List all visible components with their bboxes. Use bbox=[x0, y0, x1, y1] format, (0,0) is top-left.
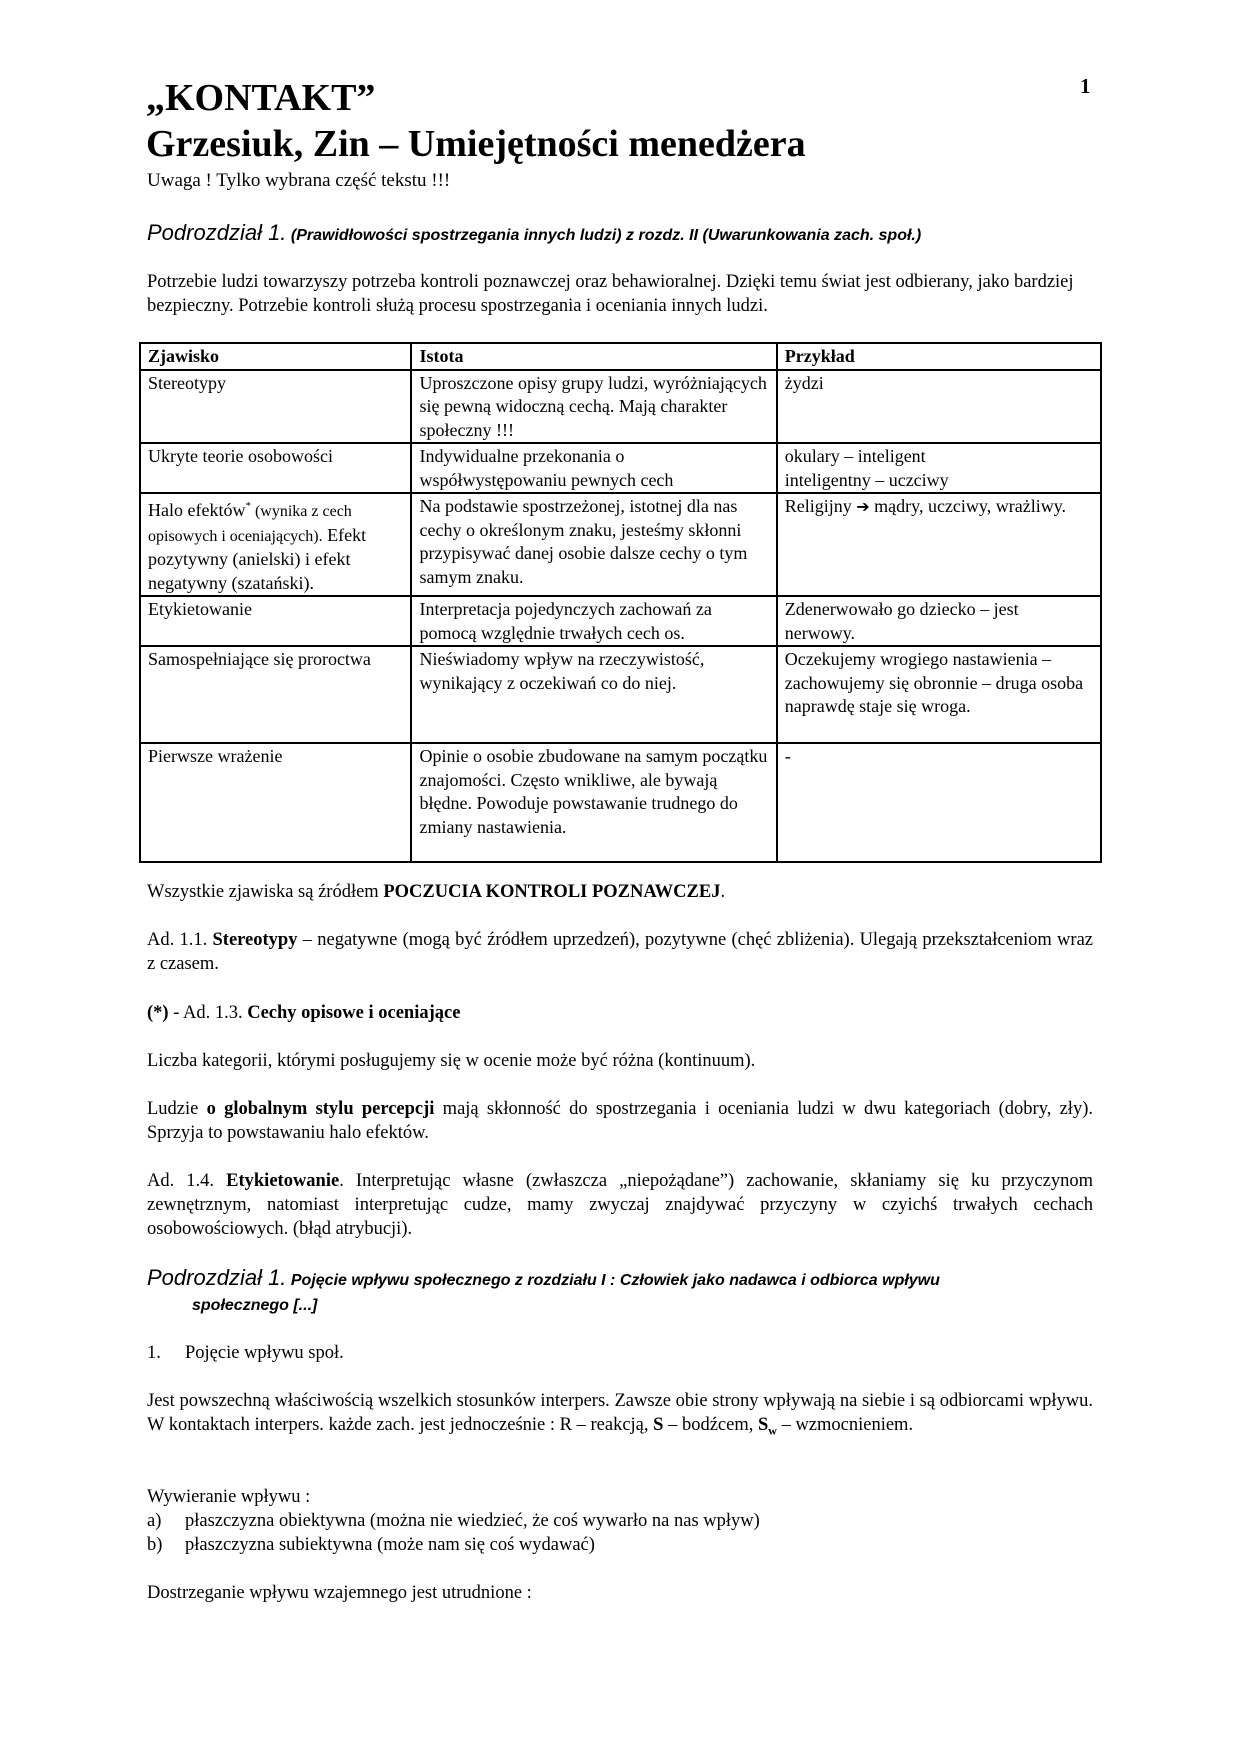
bold-run: Cechy opisowe i oceniające bbox=[247, 1003, 461, 1023]
table-row bbox=[140, 743, 1101, 862]
section-2-subtitle-cont: społecznego [...] bbox=[192, 1297, 318, 1314]
cell-phenomenon: Ukryte teorie osobowości bbox=[140, 443, 411, 493]
text-run: – negatywne (mogą być źródłem uprzedzeń), pozytywne (chęć zbliżenia). Ulegają przekształceniom wraz z czasem. bbox=[147, 930, 1093, 974]
list-text: Pojęcie wpływu społ. bbox=[185, 1343, 344, 1363]
cell-example: Zdenerwowało go dziecko – jest nerwowy. bbox=[777, 596, 1101, 646]
text-run: – bodźcem, bbox=[663, 1415, 758, 1435]
paragraph-all-phenomena bbox=[147, 880, 1093, 904]
bold-run: POCZUCIA KONTROLI POZNAWCZEJ bbox=[383, 882, 721, 902]
text-run: . Interpretując własne (zwłaszcza „niepożądane”) zachowanie, skłaniamy się ku przyczynom zewnętrznym, natomiast interpretując cudze, mamy zwyczaj znajdywać przyczyny w czyichś trwałych cechach osobowościowych. (błąd atrybucji). bbox=[147, 1171, 1093, 1239]
list-number: 1. bbox=[147, 1343, 161, 1363]
paragraph-last: Dostrzeganie wpływu wzajemnego jest utrudnione : bbox=[147, 1583, 532, 1603]
list-text: płaszczyzna subiektywna (może nam się coś wydawać) bbox=[185, 1535, 595, 1555]
title-line-2: Grzesiuk, Zin – Umiejętności menedżera bbox=[146, 123, 806, 165]
phenomena-table bbox=[139, 342, 1102, 863]
cell-phenomenon bbox=[140, 493, 411, 596]
paragraph-universal bbox=[147, 1389, 1093, 1443]
halo-note: (wynika z cech opisowych i oceniających). bbox=[148, 503, 352, 545]
list-text: płaszczyzna obiektywna (można nie wiedzieć, że coś wywarło na nas wpływ) bbox=[185, 1511, 760, 1531]
paragraph-global-style bbox=[147, 1097, 1093, 1145]
table-row bbox=[140, 443, 1101, 493]
table-row bbox=[140, 370, 1101, 444]
list-mark: a) bbox=[147, 1511, 162, 1531]
example-line: okulary – inteligent bbox=[784, 446, 926, 466]
bold-run: S bbox=[653, 1415, 664, 1435]
cell-essence: Indywidualne przekonania o współwystępowaniu pewnych cech bbox=[411, 443, 776, 493]
section-1-label: Podrozdział 1. bbox=[147, 220, 287, 245]
cell-example: Oczekujemy wrogiego nastawienia – zachowujemy się obronnie – druga osoba naprawdę staje się wroga. bbox=[777, 646, 1101, 743]
cell-example: - bbox=[777, 743, 1101, 862]
cell-phenomenon: Pierwsze wrażenie bbox=[140, 743, 411, 862]
list-item-a bbox=[147, 1509, 1093, 1533]
section-2-label: Podrozdział 1. bbox=[147, 1265, 287, 1290]
section-1-subtitle: (Prawidłowości spostrzegania innych ludzi) z rozdz. II (Uwarunkowania zach. społ.) bbox=[290, 227, 922, 244]
paragraph-categories: Liczba kategorii, którymi posługujemy się w ocenie może być różna (kontinuum). bbox=[147, 1051, 756, 1071]
note-text: Uwaga ! Tylko wybrana część tekstu !!! bbox=[147, 170, 451, 191]
page-number: 1 bbox=[1080, 74, 1091, 98]
section-2-subtitle: Pojęcie wpływu społecznego z rozdziału I : Człowiek jako nadawca i odbiorca wpływu bbox=[290, 1272, 940, 1289]
intro-paragraph: Potrzebie ludzi towarzyszy potrzeba kontroli poznawczej oraz behawioralnej. Dzięki temu świat jest odbierany, jako bardziej bezpieczny. Potrzebie kontroli służą procesu spostrzegania i oceniania innych ludzi. bbox=[147, 272, 1074, 316]
cell-essence: Na podstawie spostrzeżonej, istotnej dla nas cechy o określonym znaku, jesteśmy skłonni przypisywać danej osobie dalsze cechy o tym samym znaku. bbox=[411, 493, 776, 596]
halo-rest: Efekt pozytywny (anielski) i efekt negatywny (szatański). bbox=[148, 524, 367, 593]
cell-example bbox=[777, 493, 1101, 596]
cell-essence: Nieświadomy wpływ na rzeczywistość, wynikający z oczekiwań co do niej. bbox=[411, 646, 776, 743]
cell-essence: Uproszczone opisy grupy ludzi, wyróżniających się pewną widoczną cechą. Mają charakter społeczny !!! bbox=[411, 370, 776, 444]
text-run: Ad. 1.4. bbox=[147, 1171, 227, 1191]
paragraph-ad-1-1 bbox=[147, 928, 1093, 976]
cell-essence: Interpretacja pojedynczych zachowań za pomocą względnie trwałych cech os. bbox=[411, 596, 776, 646]
subscript: w bbox=[768, 1423, 777, 1438]
list-item-1 bbox=[147, 1341, 1093, 1365]
halo-label: Halo efektów bbox=[148, 500, 246, 520]
table-header-row bbox=[140, 343, 1101, 370]
text-run: mają skłonność do spostrzegania i oceniania ludzi w dwu kategoriach (dobry, zły). Sprzyja to powstawaniu halo efektów. bbox=[147, 1099, 1093, 1143]
cell-phenomenon: Samospełniające się proroctwa bbox=[140, 646, 411, 743]
bold-run: o globalnym stylu percepcji bbox=[206, 1099, 435, 1119]
arrow-icon: ➔ bbox=[856, 497, 870, 516]
text-run: Wszystkie zjawiska są źródłem bbox=[147, 882, 384, 902]
text-run: – wzmocnieniem. bbox=[776, 1415, 914, 1435]
example-b: mądry, uczciwy, wrażliwy. bbox=[869, 496, 1067, 516]
example-a: Religijny bbox=[784, 496, 852, 516]
table-row bbox=[140, 493, 1101, 596]
text-run: Ludzie bbox=[147, 1099, 207, 1119]
bold-run: Etykietowanie bbox=[226, 1171, 340, 1191]
text-run: Jest powszechną właściwością wszelkich stosunków interpers. Zawsze obie strony wpływają na siebie i są odbiorcami wpływu. W kontaktach interpers. każde zach. jest jednocześnie : R – reakcją, bbox=[147, 1391, 1093, 1435]
text-run: Ad. 1.1. bbox=[147, 930, 213, 950]
footnote-mark: * bbox=[245, 500, 251, 512]
section-1-heading bbox=[147, 220, 921, 246]
paragraph-ad-1-4 bbox=[147, 1169, 1093, 1241]
text-run: . bbox=[720, 882, 726, 902]
table-row bbox=[140, 646, 1101, 743]
bold-run: S bbox=[757, 1415, 769, 1435]
header-cell-phenomenon: Zjawisko bbox=[140, 343, 411, 370]
header-cell-essence: Istota bbox=[411, 343, 776, 370]
example-line: inteligentny – uczciwy bbox=[784, 469, 949, 490]
bold-run: (*) bbox=[147, 1003, 169, 1023]
list-mark: b) bbox=[147, 1535, 163, 1555]
paragraph-exerting: Wywieranie wpływu : bbox=[147, 1487, 311, 1507]
section-2-heading bbox=[147, 1265, 1107, 1318]
cell-phenomenon: Stereotypy bbox=[140, 370, 411, 444]
table-row bbox=[140, 596, 1101, 646]
title-line-1: „KONTAKT” bbox=[146, 77, 376, 119]
cell-example bbox=[777, 443, 1101, 493]
cell-essence: Opinie o osobie zbudowane na samym początku znajomości. Często wnikliwe, ale bywają błędne. Powoduje powstawanie trudnego do zmiany nastawienia. bbox=[411, 743, 776, 862]
list-item-b bbox=[147, 1533, 1093, 1557]
text-run: - Ad. 1.3. bbox=[168, 1003, 248, 1023]
paragraph-ad-1-3 bbox=[147, 1001, 1093, 1025]
bold-run: Stereotypy bbox=[212, 930, 298, 950]
cell-phenomenon: Etykietowanie bbox=[140, 596, 411, 646]
header-cell-example: Przykład bbox=[777, 343, 1101, 370]
cell-example: żydzi bbox=[777, 370, 1101, 444]
